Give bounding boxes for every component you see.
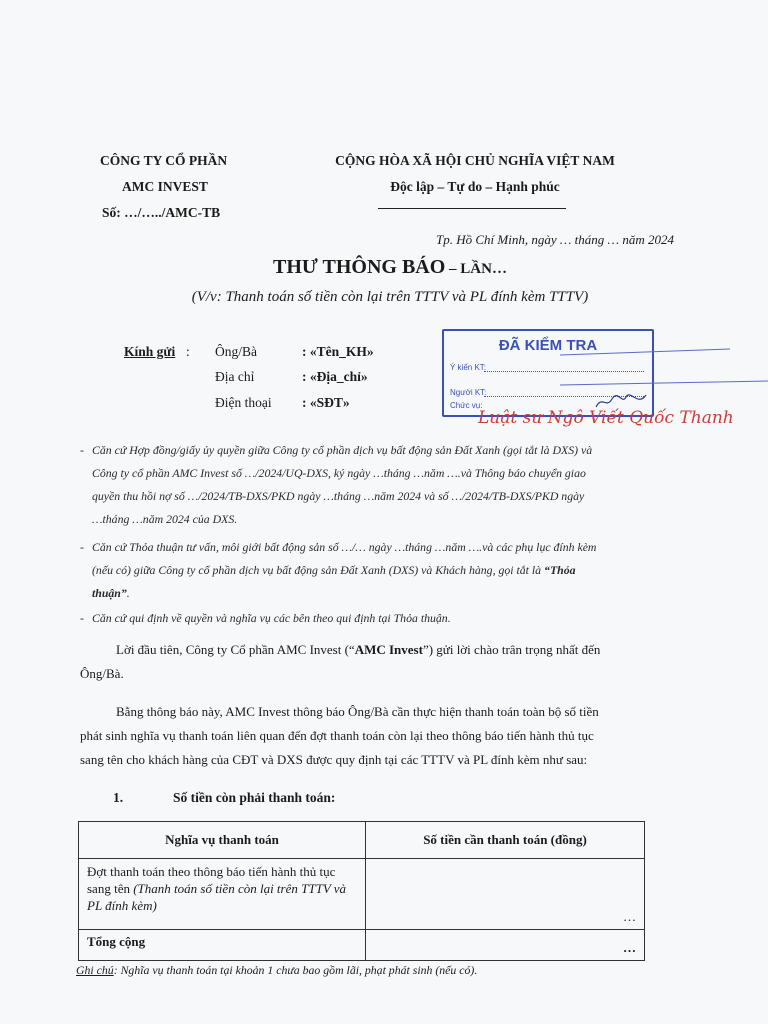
recipient-phone-value: : «SĐT» (302, 395, 350, 410)
stamp-checker-label: Người KT: (450, 388, 487, 397)
note-text: : Nghĩa vụ thanh toán tại khoản 1 chưa bao gồm lãi, phạt phát sinh (nếu có). (113, 963, 478, 977)
title-suffix: – LẦN… (445, 261, 507, 277)
legal-basis-item-3: - Căn cứ qui định về quyền và nghĩa vụ các bên theo qui định tại Thỏa thuận. (80, 607, 680, 630)
legal-basis-item-1: - Căn cứ Hợp đồng/giấy ủy quyền giữa Công ty cổ phần dịch vụ bất động sản Đất Xanh (gọi tắt là DXS) và Công ty cổ phần AMC Invest số …/2024/UQ-DXS, ký ngày …tháng …năm ….và Thông báo chuyển giao quyền thu hồi nợ số …/2024/TB-DXS/PKD ngày …tháng …năm 2024 và số …/2024/TB-DXS/PKD ngày …tháng …năm 2024 của DXS. (80, 439, 680, 531)
paragraph-line: phát sinh nghĩa vụ thanh toán liên quan đến đợt thanh toán còn lại theo thông báo tiến hành thủ tục (80, 728, 594, 743)
motto-underline (378, 208, 566, 209)
national-header (330, 148, 620, 200)
recipient-address-label: Địa chỉ (215, 369, 255, 384)
recipient-colon: : (186, 344, 190, 359)
section-number: 1. (113, 790, 124, 805)
obligation-cell: Đợt thanh toán theo thông báo tiến hành thủ tục sang tên (Thanh toán số tiền còn lại trên TTTV và PL đính kèm) (79, 859, 366, 930)
stamp-opinion-label: Ý kiến KT: (450, 363, 487, 372)
table-header-obligation: Nghĩa vụ thanh toán (79, 822, 366, 859)
recipient-name-label: Ông/Bà (215, 344, 257, 359)
section-heading (113, 790, 335, 806)
stamp-signature-strokes-icon (560, 345, 768, 405)
bullet-line: thuận”. (92, 586, 130, 600)
title-main: THƯ THÔNG BÁO (273, 256, 446, 278)
paragraph-line: Bằng thông báo này, AMC Invest thông báo Ông/Bà cần thực hiện thanh toán toàn bộ số tiền (116, 704, 599, 719)
bullet-line: (nếu có) giữa Công ty cổ phần dịch vụ bất động sản Đất Xanh (DXS) và Khách hàng, gọi tắt là “Thỏa (92, 563, 576, 577)
legal-basis-item-2: - Căn cứ Thỏa thuận tư vấn, môi giới bất động sản số …/… ngày …tháng …năm ….và các phụ lục đính kèm (nếu có) giữa Công ty cổ phần dịch vụ bất động sản Đất Xanh (DXS) và Khách hàng, gọi tắt là “Thỏa thuận”. (80, 536, 680, 605)
republic-title: CỘNG HÒA XÃ HỘI CHỦ NGHĨA VIỆT NAM (335, 153, 615, 168)
notice-paragraph (80, 700, 674, 772)
recipient-address-value: : «Địa_chỉ» (302, 369, 368, 384)
table-header-row (79, 822, 645, 859)
company-name-line2: AMC INVEST (122, 179, 208, 194)
note-label: Ghi chú (76, 963, 114, 977)
page-title (150, 256, 630, 279)
total-label-cell: Tổng cộng (79, 930, 366, 961)
date-line: Tp. Hồ Chí Minh, ngày … tháng … năm 2024 (436, 232, 674, 247)
paragraph-line: sang tên cho khách hàng của CĐT và DXS được quy định tại các TTTV và PL đính kèm như sau: (80, 752, 588, 767)
payment-table (78, 821, 645, 961)
stamp-position-label: Chức vụ: (450, 401, 483, 410)
company-header (80, 148, 265, 226)
bullet-line: quyền thu hồi nợ số …/2024/TB-DXS/PKD ngày …tháng …năm 2024 và số …/2024/TB-DXS/PKD ngày (92, 489, 585, 503)
table-header-amount: Số tiền cần thanh toán (đồng) (366, 822, 645, 859)
greeting-paragraph: Lời đầu tiên, Công ty Cổ phần AMC Invest (“AMC Invest”) gửi lời chào trân trọng nhất đến Ông/Bà. (80, 638, 674, 686)
subtitle: (V/v: Thanh toán số tiền còn lại trên TTTV và PL đính kèm TTTV) (191, 289, 589, 305)
recipient-label: Kính gửi (124, 344, 176, 359)
amount-cell: … (366, 859, 645, 930)
bullet-line: Căn cứ Hợp đồng/giấy ủy quyền giữa Công ty cổ phần dịch vụ bất động sản Đất Xanh (gọi tắt là DXS) và (92, 443, 593, 457)
stamp-title: ĐÃ KIỂM TRA (498, 337, 598, 354)
table-total-row (79, 930, 645, 961)
bullet-line: …tháng …năm 2024 của DXS. (92, 512, 238, 526)
bullet-line: Căn cứ Thỏa thuận tư vấn, môi giới bất động sản số …/… ngày …tháng …năm ….và các phụ lục đính kèm (92, 540, 597, 554)
bullet-line: Căn cứ qui định về quyền và nghĩa vụ các bên theo qui định tại Thỏa thuận. (92, 611, 451, 625)
recipient-phone-label: Điện thoại (215, 395, 272, 410)
lawyer-signature: Luật sư Ngô Viết Quốc Thanh (478, 408, 734, 428)
bullet-line: Công ty cổ phần AMC Invest số …/2024/UQ-DXS, ký ngày …tháng …năm ….và Thông báo chuyển giao (92, 466, 586, 480)
national-motto: Độc lập – Tự do – Hạnh phúc (390, 179, 560, 194)
company-name-line1: CÔNG TY CỔ PHẦN (100, 153, 228, 168)
table-note (76, 963, 477, 978)
recipient-name-value: : «Tên_KH» (302, 344, 374, 359)
section-title: Số tiền còn phải thanh toán: (173, 790, 336, 805)
document-number: Số: …/…../AMC-TB (102, 205, 221, 220)
paragraph-line: Ông/Bà. (80, 666, 124, 681)
total-amount-cell: … (366, 930, 645, 961)
table-row (79, 859, 645, 930)
